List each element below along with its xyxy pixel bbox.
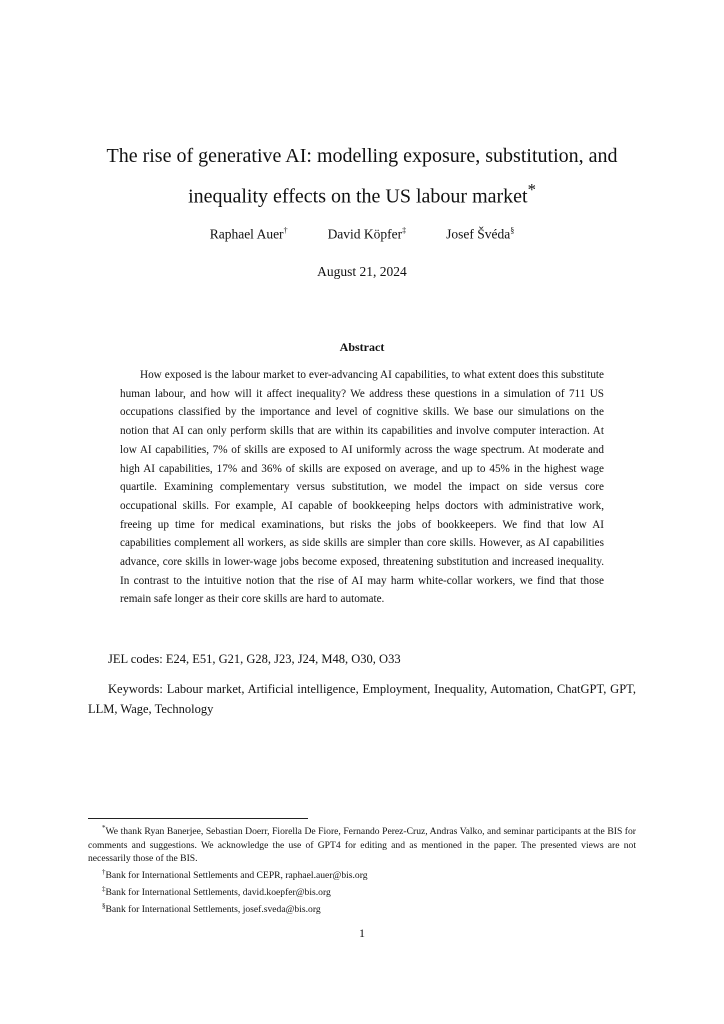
footnote-text: Bank for International Settlements and CEPR, raphael.auer@bis.org <box>105 870 368 882</box>
author-name: David Köpfer <box>327 226 403 242</box>
footnotes <box>88 822 636 916</box>
author-name: Josef Švéda <box>446 226 511 242</box>
title-footnote-mark: * <box>527 180 536 199</box>
page-number: 1 <box>359 926 365 940</box>
author <box>446 226 514 243</box>
footnote-text: Bank for International Settlements, josef.sveda@bis.org <box>105 903 321 915</box>
footnote-text: Bank for International Settlements, david.koepfer@bis.org <box>105 886 331 898</box>
author <box>210 226 288 243</box>
footnote-mark: § <box>102 901 106 910</box>
footnote <box>88 822 636 866</box>
footnote <box>88 900 636 917</box>
author-name: Raphael Auer <box>209 226 284 242</box>
author-mark: ‡ <box>402 226 407 235</box>
paper-title <box>70 140 654 214</box>
footnote-mark: † <box>102 867 106 876</box>
footnote <box>88 883 636 900</box>
author-mark: † <box>283 226 288 235</box>
footnote-divider <box>88 818 308 819</box>
author <box>328 226 407 243</box>
abstract-heading: Abstract <box>339 340 385 354</box>
publication-date: August 21, 2024 <box>317 264 407 279</box>
footnote-mark: * <box>102 824 106 832</box>
jel-codes: JEL codes: E24, E51, G21, G28, J23, J24, M48, O30, O33 <box>108 652 401 666</box>
abstract-text: How exposed is the labour market to ever-advancing AI capabilities, to what extent does this substitute human labour, and how will it affect inequality? We address these questions in a simulation of 711 US occupations classified by the importance and level of cognitive skills. We base our simulations on the notion that AI can only perform skills that are within its capabilities and involve computer interaction. At low AI capabilities, 7% of skills are exposed to AI uniformly across the wage spectrum. At moderate and high AI capabilities, 17% and 36% of skills are exposed on average, and up to 45% in the highest wage quartile. Examining complementary versus substitution, we model the impact on side versus core occupational skills. For example, AI capable of bookkeeping helps doctors with administrative work, freeing up time for medical examinations, but risks the jobs of bookkeepers. We find that low AI capabilities complement all workers, as side skills are simpler than core skills. However, as AI capabilities advance, core skills in lower-wage jobs become exposed, threatening substitution and increased inequality. In contrast to the intuitive notion that the rise of AI may harm white-collar workers, we find that those remain safe longer as their core skills are hard to automate. <box>120 369 604 606</box>
keywords: Keywords: Labour market, Artificial intelligence, Employment, Inequality, Automation, ChatGPT, GPT, LLM, Wage, Technology <box>88 682 636 716</box>
author-list <box>0 226 724 243</box>
footnote-mark: ‡ <box>102 884 106 893</box>
footnote <box>88 866 636 883</box>
paper-title-text: The rise of generative AI: modelling exposure, substitution, and inequality effects on the US labour market <box>106 145 618 208</box>
footnote-text: We thank Ryan Banerjee, Sebastian Doerr, Fiorella De Fiore, Fernando Perez-Cruz, Andras Valko, and seminar participants at the BIS for comments and suggestions. We acknowledge the use of GPT4 for editing and as mentioned in the paper. The presented views are not necessarily those of the BIS. <box>88 826 636 865</box>
author-mark: § <box>510 226 515 235</box>
